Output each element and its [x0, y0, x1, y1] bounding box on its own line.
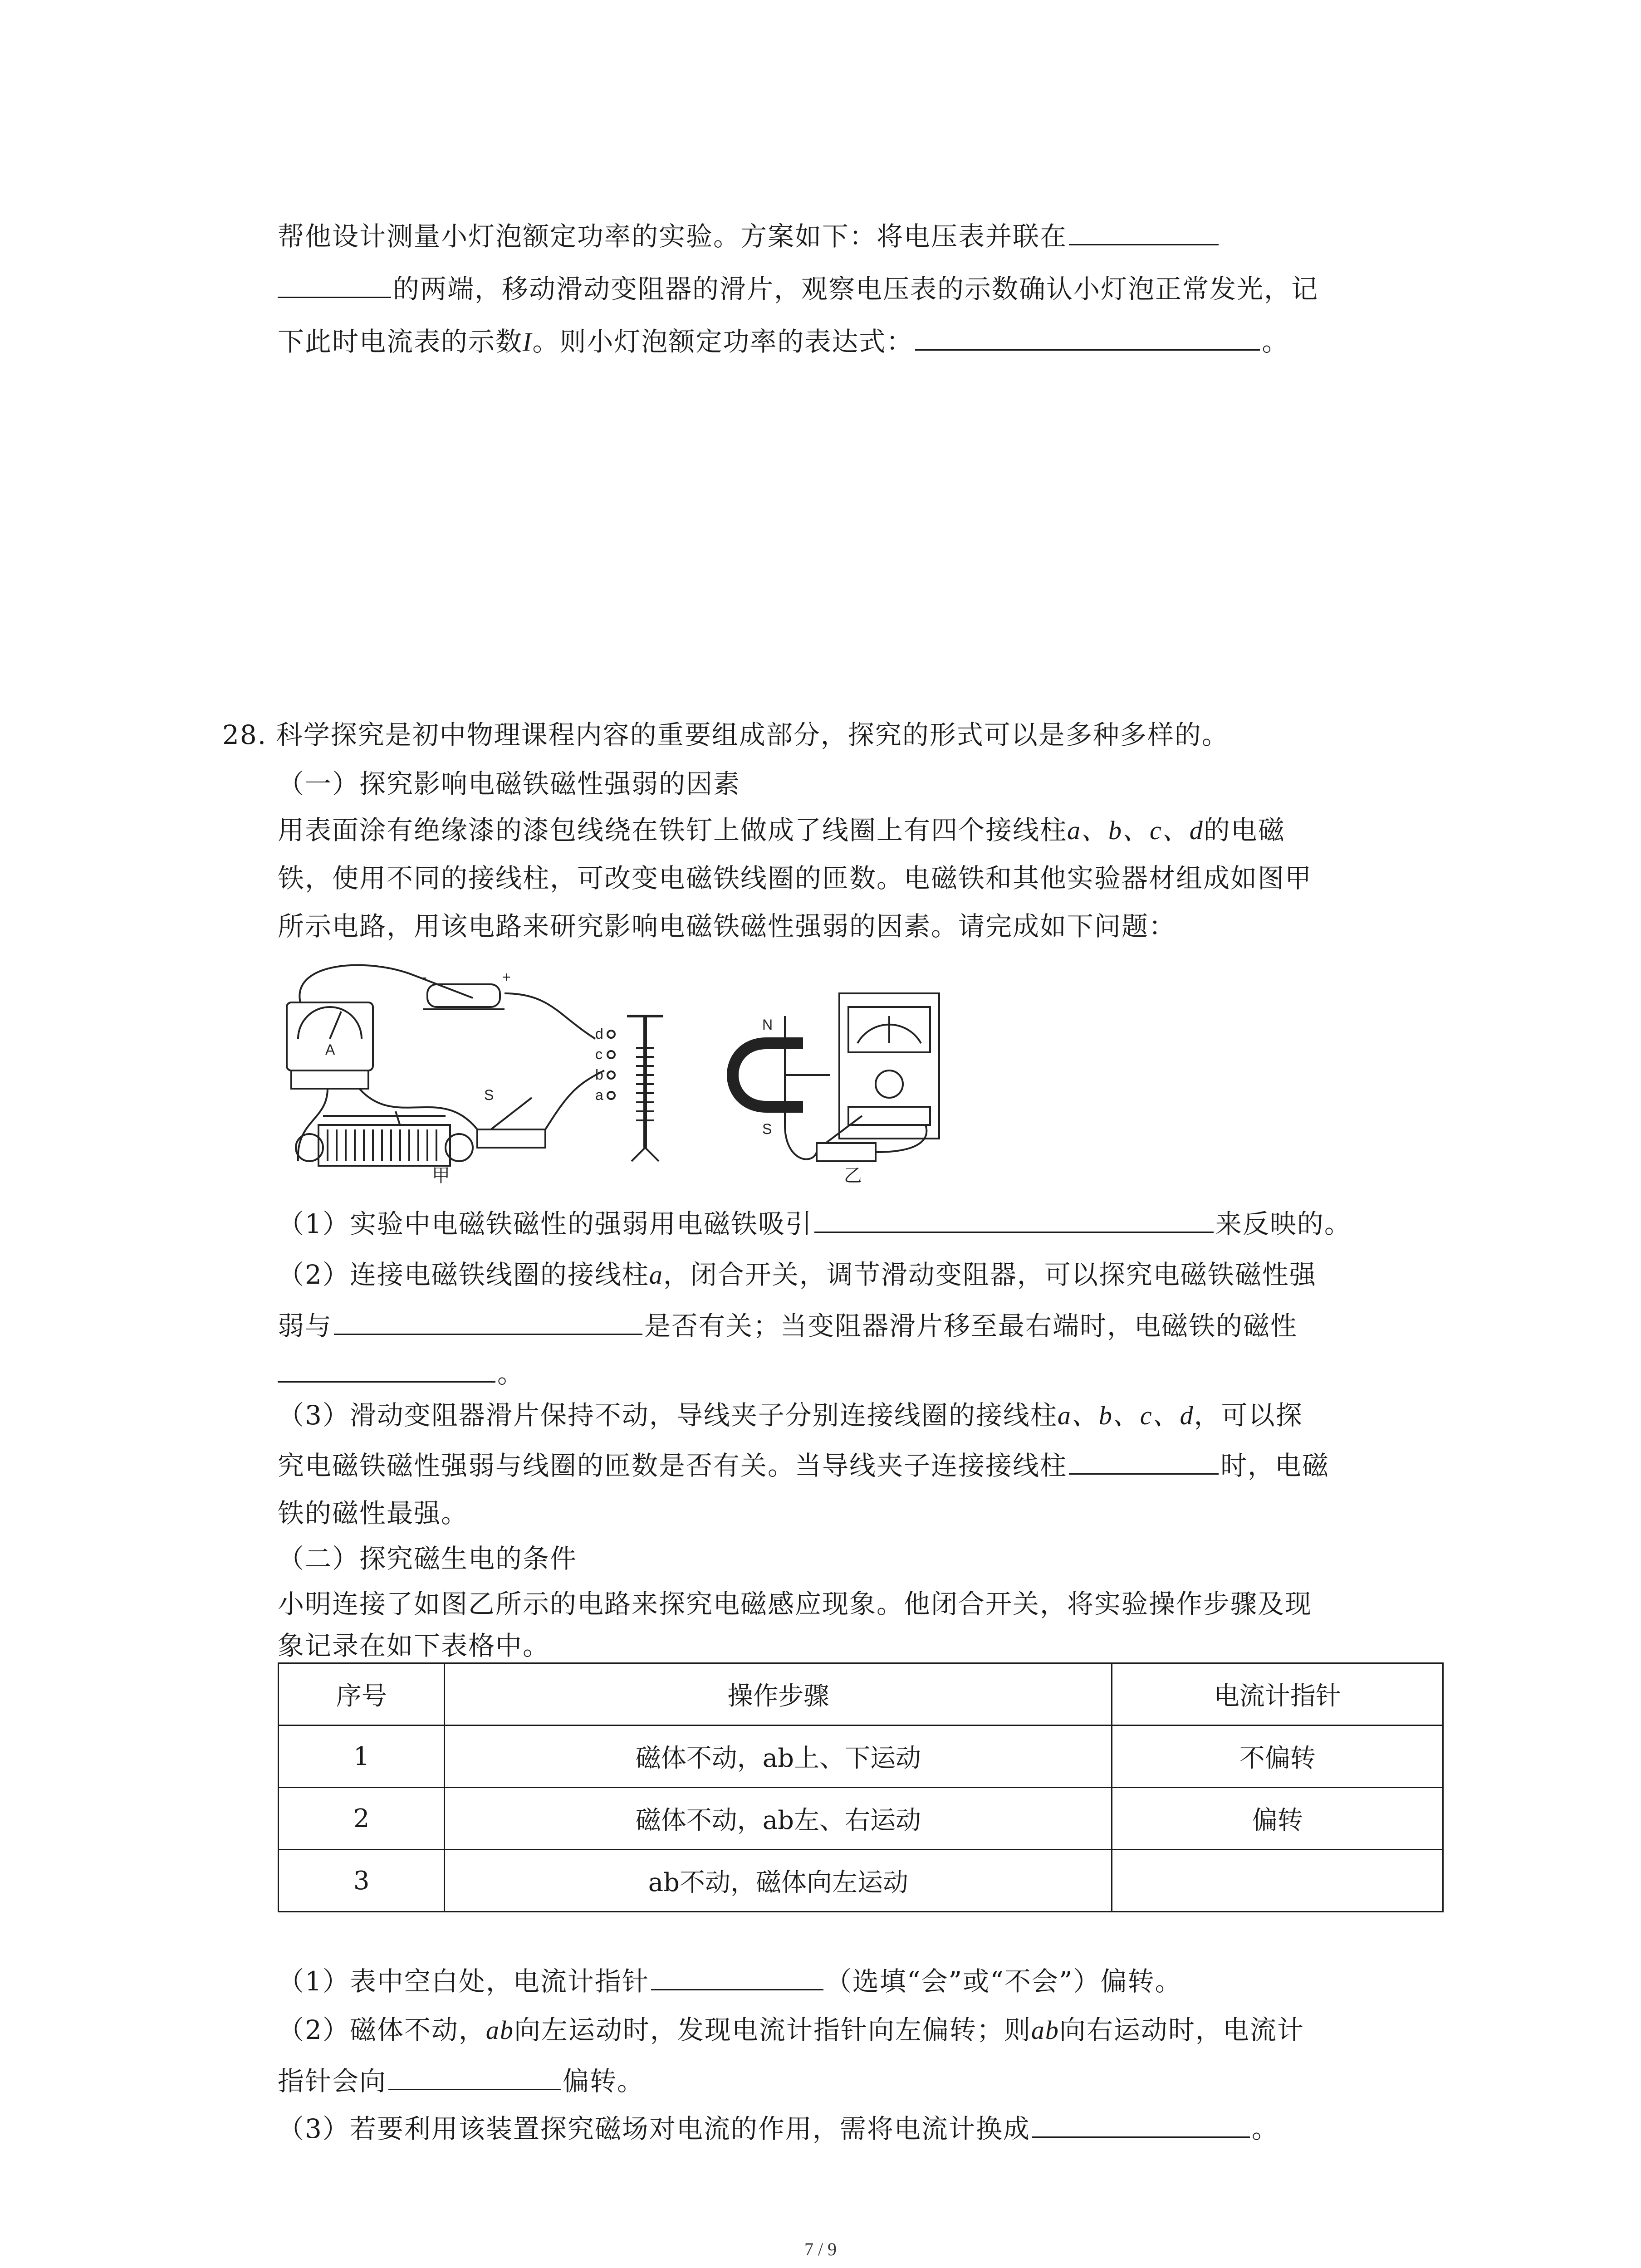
section-title: （二）探究磁生电的条件 — [278, 1543, 578, 1574]
terminal-a-label: a — [595, 1087, 603, 1103]
answer-blank[interactable] — [1032, 2109, 1250, 2138]
text-line: 帮他设计测量小灯泡额定功率的实验。方案如下：将电压表并联在 — [278, 217, 1220, 254]
table-cell: 不偏转 — [1112, 1725, 1443, 1788]
table-row — [279, 1788, 1443, 1850]
sub-question: （3）若要利用该装置探究磁场对电流的作用，需将电流计换成 。 — [278, 2109, 1279, 2147]
answer-blank[interactable] — [278, 1354, 495, 1383]
text-line: 用表面涂有绝缘漆的漆包线绕在铁钉上做成了线圈上有四个接线柱a、b、c、d的电磁 — [278, 815, 1285, 846]
switch-icon — [477, 1129, 545, 1148]
circuit-figure-jia — [278, 948, 668, 1184]
answer-blank[interactable] — [1069, 1446, 1219, 1475]
header-cell: 序号 — [279, 1663, 445, 1725]
answer-blank[interactable] — [651, 1962, 823, 1990]
battery-minus-label: - — [422, 969, 427, 985]
table-cell: 磁体不动，ab左、右运动 — [445, 1788, 1112, 1850]
answer-blank[interactable] — [278, 269, 391, 298]
battery-icon — [427, 984, 500, 1007]
text-line: 的两端，移动滑动变阻器的滑片，观察电压表的示数确认小灯泡正常发光，记 — [278, 269, 1318, 307]
terminal-d-label: d — [595, 1026, 603, 1042]
answer-blank[interactable] — [334, 1306, 642, 1335]
table-header-row — [279, 1663, 1443, 1725]
table-cell-blank[interactable] — [1112, 1850, 1443, 1912]
answer-blank[interactable] — [814, 1204, 1214, 1233]
question-heading: 28. 科学探究是初中物理课程内容的重要组成部分，探究的形式可以是多种多样的。 — [222, 719, 1229, 750]
text-line: 指针会向 偏转。 — [278, 2062, 644, 2099]
table-cell: ab不动，磁体向左运动 — [445, 1850, 1112, 1912]
table-cell: 1 — [279, 1725, 445, 1788]
terminal-b-label: b — [595, 1066, 603, 1083]
text-line: 铁，使用不同的接线柱，可改变电磁铁线圈的匝数。电磁铁和其他实验器材组成如图甲 — [278, 863, 1313, 894]
sub-question: （1）实验中电磁铁磁性的强弱用电磁铁吸引 来反映的。 — [278, 1204, 1352, 1242]
magnet-n-label: N — [762, 1017, 773, 1033]
table-row — [279, 1725, 1443, 1788]
sub-question: （3）滑动变阻器滑片保持不动，导线夹子分别连接线圈的接线柱a、b、c、d，可以探 — [278, 1400, 1303, 1431]
header-cell: 操作步骤 — [445, 1663, 1112, 1725]
table-cell: 3 — [279, 1850, 445, 1912]
terminal-c-label: c — [595, 1046, 603, 1062]
answer-blank[interactable] — [388, 2062, 561, 2090]
header-cell: 电流计指针 — [1112, 1663, 1443, 1725]
answer-blank[interactable] — [915, 322, 1260, 351]
circuit-figure-yi — [712, 980, 994, 1184]
text-line: 下此时电流表的示数I。则小灯泡额定功率的表达式： 。 — [278, 322, 1289, 360]
rheostat-icon — [318, 1125, 450, 1166]
sub-question: （2）连接电磁铁线圈的接线柱a，闭合开关，调节滑动变阻器，可以探究电磁铁磁性强 — [278, 1259, 1317, 1290]
table-cell: 偏转 — [1112, 1788, 1443, 1850]
magnet-icon — [733, 1043, 767, 1107]
section-title: （一）探究影响电磁铁磁性强弱的因素 — [278, 768, 741, 799]
ammeter-label: A — [325, 1041, 335, 1058]
figure-label-yi: 乙 — [844, 1165, 862, 1184]
table-cell: 磁体不动，ab上、下运动 — [445, 1725, 1112, 1788]
magnet-s-label: S — [762, 1121, 772, 1137]
page-number: 7 / 9 — [804, 2239, 837, 2259]
text-line: 象记录在如下表格中。 — [278, 1630, 550, 1661]
text-line: 。 — [278, 1354, 524, 1392]
text-line: 小明连接了如图乙所示的电路来探究电磁感应现象。他闭合开关，将实验操作步骤及现 — [278, 1589, 1313, 1619]
experiment-table — [278, 1662, 1444, 1912]
battery-plus-label: + — [502, 969, 511, 985]
text-line: 弱与 是否有关；当变阻器滑片移至最右端时，电磁铁的磁性 — [278, 1306, 1298, 1344]
table-cell: 2 — [279, 1788, 445, 1850]
table-row — [279, 1850, 1443, 1912]
sub-question: （2）磁体不动，ab向左运动时，发现电流计指针向左偏转；则ab向右运动时，电流计 — [278, 2014, 1304, 2045]
switch-icon — [817, 1143, 876, 1161]
switch-label: S — [484, 1087, 494, 1103]
text-line: 铁的磁性最强。 — [278, 1498, 469, 1529]
galvanometer-icon — [839, 993, 939, 1139]
sub-question: （1）表中空白处，电流计指针 （选填“会”或“不会”）偏转。 — [278, 1962, 1182, 1999]
text-line: 究电磁铁磁性强弱与线圈的匝数是否有关。当导线夹子连接接线柱 时，电磁 — [278, 1446, 1329, 1484]
question-number: 28. — [222, 719, 267, 750]
answer-blank[interactable] — [1069, 217, 1219, 245]
figure-label-jia: 甲 — [432, 1165, 450, 1184]
text-line: 所示电路，用该电路来研究影响电磁铁磁性强弱的因素。请完成如下问题： — [278, 911, 1176, 942]
